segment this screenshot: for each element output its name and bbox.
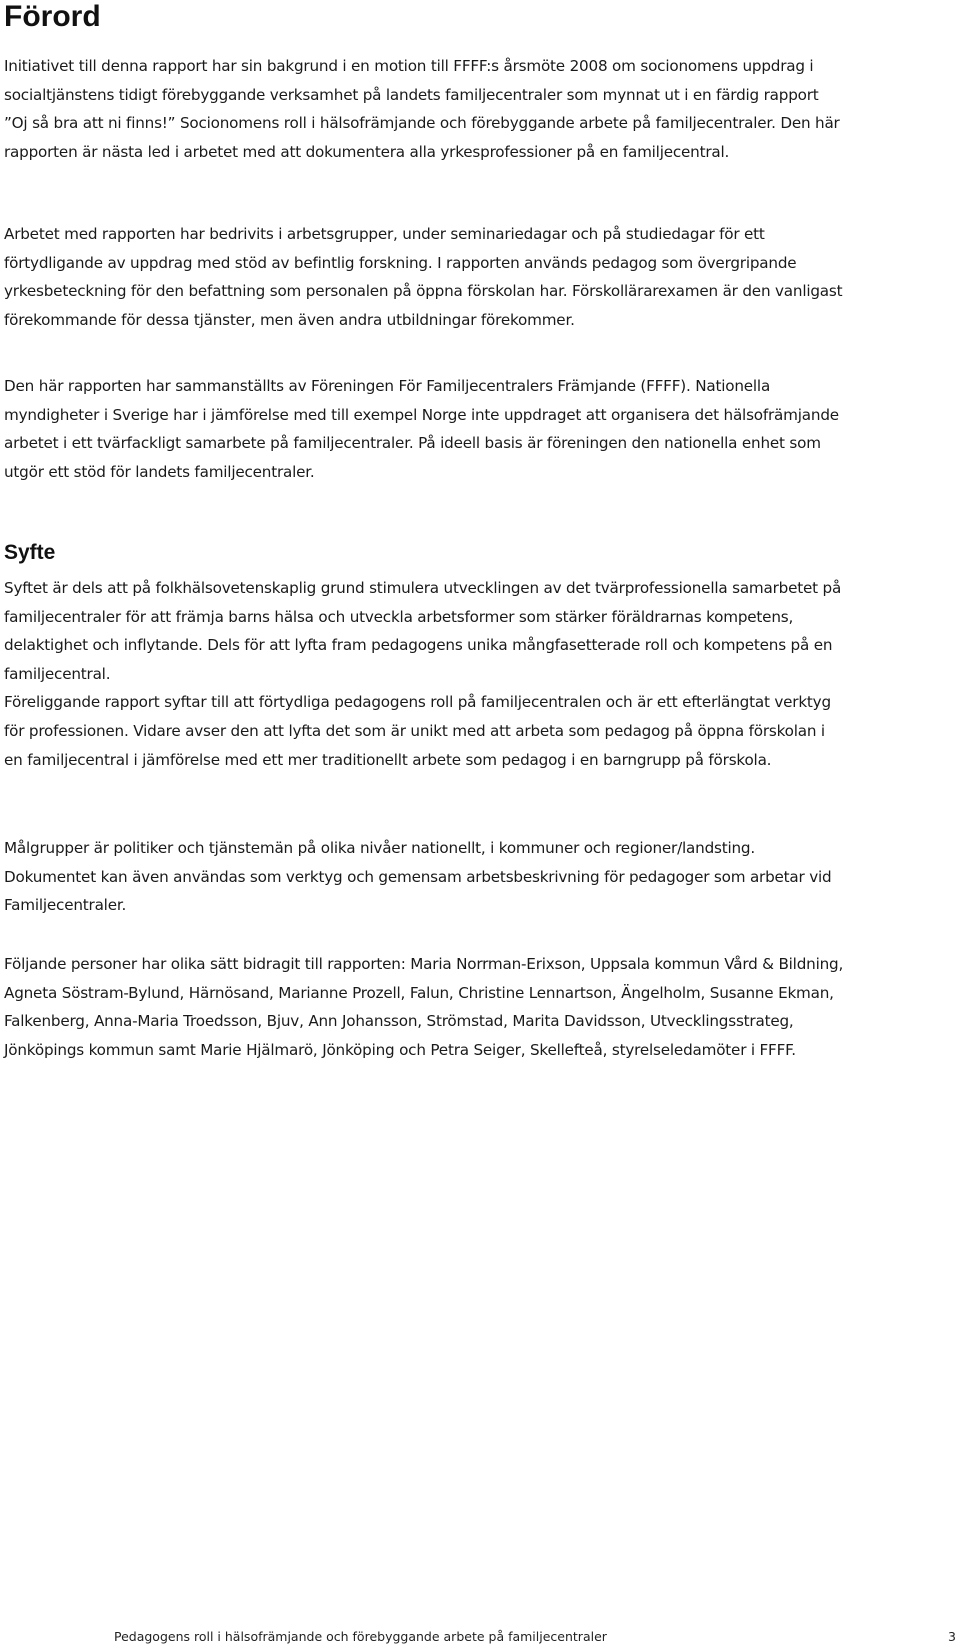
page-title: Förord <box>4 0 101 33</box>
intro-paragraph-2 <box>4 220 844 334</box>
contributors-paragraph <box>4 950 844 1064</box>
paragraph-text: Initiativet till denna rapport har sin bakgrund i en motion till FFFF:s årsmöte 2008 om socionomens uppdrag i socialtjänstens tidigt förebyggande verksamhet på landets familjecentraler som mynnat ut i en färdig rapport ”Oj så bra att ni finns!” Socionomens roll i hälsofrämjande och förebyggande arbete på familjecentraler. Den här rapporten är nästa led i arbetet med att dokumentera alla yrkesprofessioner på en familjecentral. <box>4 57 840 161</box>
syfte-paragraph-2: Föreliggande rapport syftar till att förtydliga pedagogens roll på familjecentralen och är ett efterlängtat verktyg för professionen. Vidare avser den att lyfta det som är unikt med att arbeta som pedagog på öppna förskolan i en familjecentral i jämförelse med ett mer traditionellt arbete som pedagog i en barngrupp på förskola. <box>4 693 831 769</box>
syfte-paragraph-1: Syftet är dels att på folkhälsovetenskaplig grund stimulera utvecklingen av det tvärprofessionella samarbetet på familjecentraler för att främja barns hälsa och utveckla arbetsformer som stärker föräldrarnas kompetens, delaktighet och inflytande. Dels för att lyfta fram pedagogens unika mångfasetterade roll och kompetens på en familjecentral. <box>4 579 842 683</box>
paragraph-text: Arbetet med rapporten har bedrivits i arbetsgrupper, under seminariedagar och på studiedagar för ett förtydligande av uppdrag med stöd av befintlig forskning. I rapporten används pedagog som övergripande yrkesbeteckning för den befattning som personalen på öppna förskolan har. Förskollärarexamen är den vanligast förekommande för dessa tjänster, men även andra utbildningar förekommer. <box>4 225 843 329</box>
target-groups-paragraph <box>4 834 844 920</box>
page-number: 3 <box>948 1629 956 1644</box>
intro-paragraph-1 <box>4 52 844 166</box>
paragraph-text: Målgrupper är politiker och tjänstemän på olika nivåer nationellt, i kommuner och regioner/landsting. Dokumentet kan även användas som verktyg och gemensam arbetsbeskrivning för pedagoger som arbetar vid Familjecentraler. <box>4 839 832 915</box>
paragraph-text: Följande personer har olika sätt bidragit till rapporten: Maria Norrman-Erixson, Uppsala kommun Vård & Bildning, Agneta Söstram-Bylund, Härnösand, Marianne Prozell, Falun, Christine Lennartson, Ängelholm, Susanne Ekman, Falkenberg, Anna-Maria Troedsson, Bjuv, Ann Johansson, Strömstad, Marita Davidsson, Utvecklingsstrateg, Jönköpings kommun samt Marie Hjälmarö, Jönköping och Petra Seiger, Skellefteå, styrelseledamöter i FFFF. <box>4 955 844 1059</box>
section-heading-syfte: Syfte <box>4 541 56 564</box>
paragraph-text: Den här rapporten har sammanställts av Föreningen För Familjecentralers Främjande (FFFF). Nationella myndigheter i Sverige har i jämförelse med till exempel Norge inte uppdraget att organisera det hälsofrämjande arbetet i ett tvärfackligt samarbete på familjecentraler. På ideell basis är föreningen den nationella enhet som utgör ett stöd för landets familjecentraler. <box>4 377 839 481</box>
syfte-paragraph-block <box>4 574 844 774</box>
intro-paragraph-3 <box>4 372 844 486</box>
footer-running-title: Pedagogens roll i hälsofrämjande och förebyggande arbete på familjecentraler <box>114 1629 607 1644</box>
